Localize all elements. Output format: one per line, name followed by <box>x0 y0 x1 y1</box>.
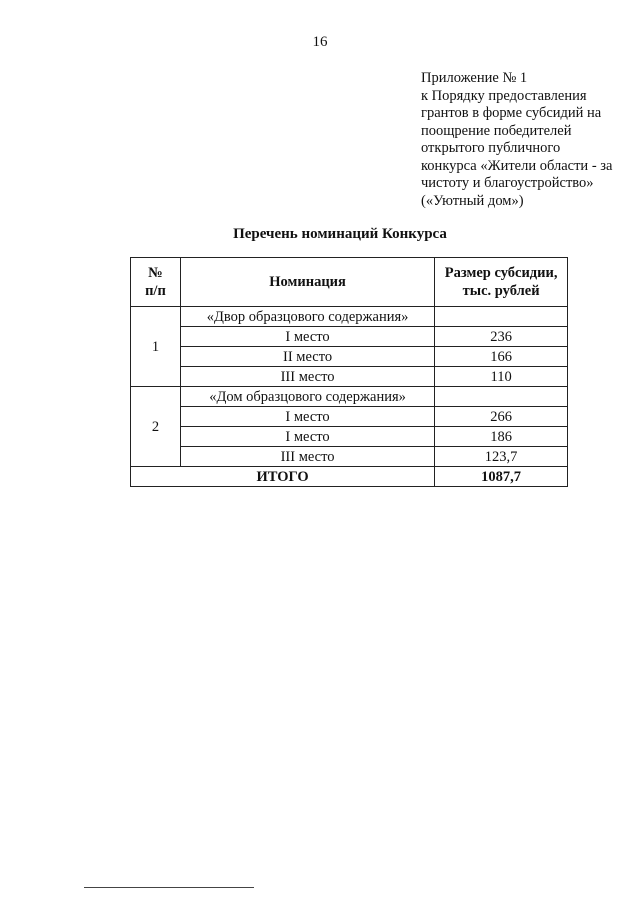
amount-cell: 166 <box>435 347 568 367</box>
nomination-name: «Двор образцового содержания» <box>180 307 434 327</box>
table-row <box>131 347 568 367</box>
table-row <box>131 447 568 467</box>
place-cell: I место <box>180 327 434 347</box>
appendix-line: чистоту и благоустройство» <box>421 175 594 191</box>
table-row <box>131 387 568 407</box>
amount-cell-empty <box>435 307 568 327</box>
amount-cell: 266 <box>435 407 568 427</box>
nominations-table <box>130 257 568 487</box>
amount-cell: 110 <box>435 367 568 387</box>
appendix-line: Приложение № 1 <box>421 70 528 86</box>
appendix-line: открытого публичного <box>421 140 561 156</box>
table-row <box>131 407 568 427</box>
header-number <box>131 258 181 307</box>
appendix-line: грантов в форме субсидий на <box>421 105 602 121</box>
header-amount-line2: тыс. рублей <box>462 283 540 299</box>
table-row <box>131 307 568 327</box>
header-number-line1: № <box>148 265 163 281</box>
table-header-row <box>131 258 568 307</box>
total-row <box>131 467 568 487</box>
nomination-name: «Дом образцового содержания» <box>180 387 434 407</box>
header-amount <box>435 258 568 307</box>
page-number: 16 <box>312 34 328 50</box>
place-cell: I место <box>180 407 434 427</box>
header-nomination: Номинация <box>180 258 434 307</box>
table-row <box>131 327 568 347</box>
amount-cell: 186 <box>435 427 568 447</box>
appendix-line: конкурса «Жители области - за <box>421 157 613 174</box>
document-title: Перечень номинаций Конкурса <box>233 226 447 242</box>
amount-cell: 123,7 <box>435 447 568 467</box>
place-cell: II место <box>180 347 434 367</box>
table-row <box>131 427 568 447</box>
group-number: 2 <box>131 387 181 467</box>
group-number: 1 <box>131 307 181 387</box>
appendix-line: к Порядку предоставления <box>421 87 587 104</box>
place-cell: III место <box>180 367 434 387</box>
place-cell: III место <box>180 447 434 467</box>
appendix-line: («Уютный дом») <box>421 192 524 209</box>
total-amount: 1087,7 <box>435 467 568 487</box>
amount-cell-empty <box>435 387 568 407</box>
header-number-line2: п/п <box>145 283 166 299</box>
total-label: ИТОГО <box>131 467 435 487</box>
appendix-line: поощрение победителей <box>421 122 572 139</box>
amount-cell: 236 <box>435 327 568 347</box>
table-row <box>131 367 568 387</box>
appendix-note <box>421 70 636 210</box>
footnote-separator <box>84 887 254 888</box>
place-cell: I место <box>180 427 434 447</box>
header-amount-line1: Размер субсидии, <box>444 265 558 281</box>
